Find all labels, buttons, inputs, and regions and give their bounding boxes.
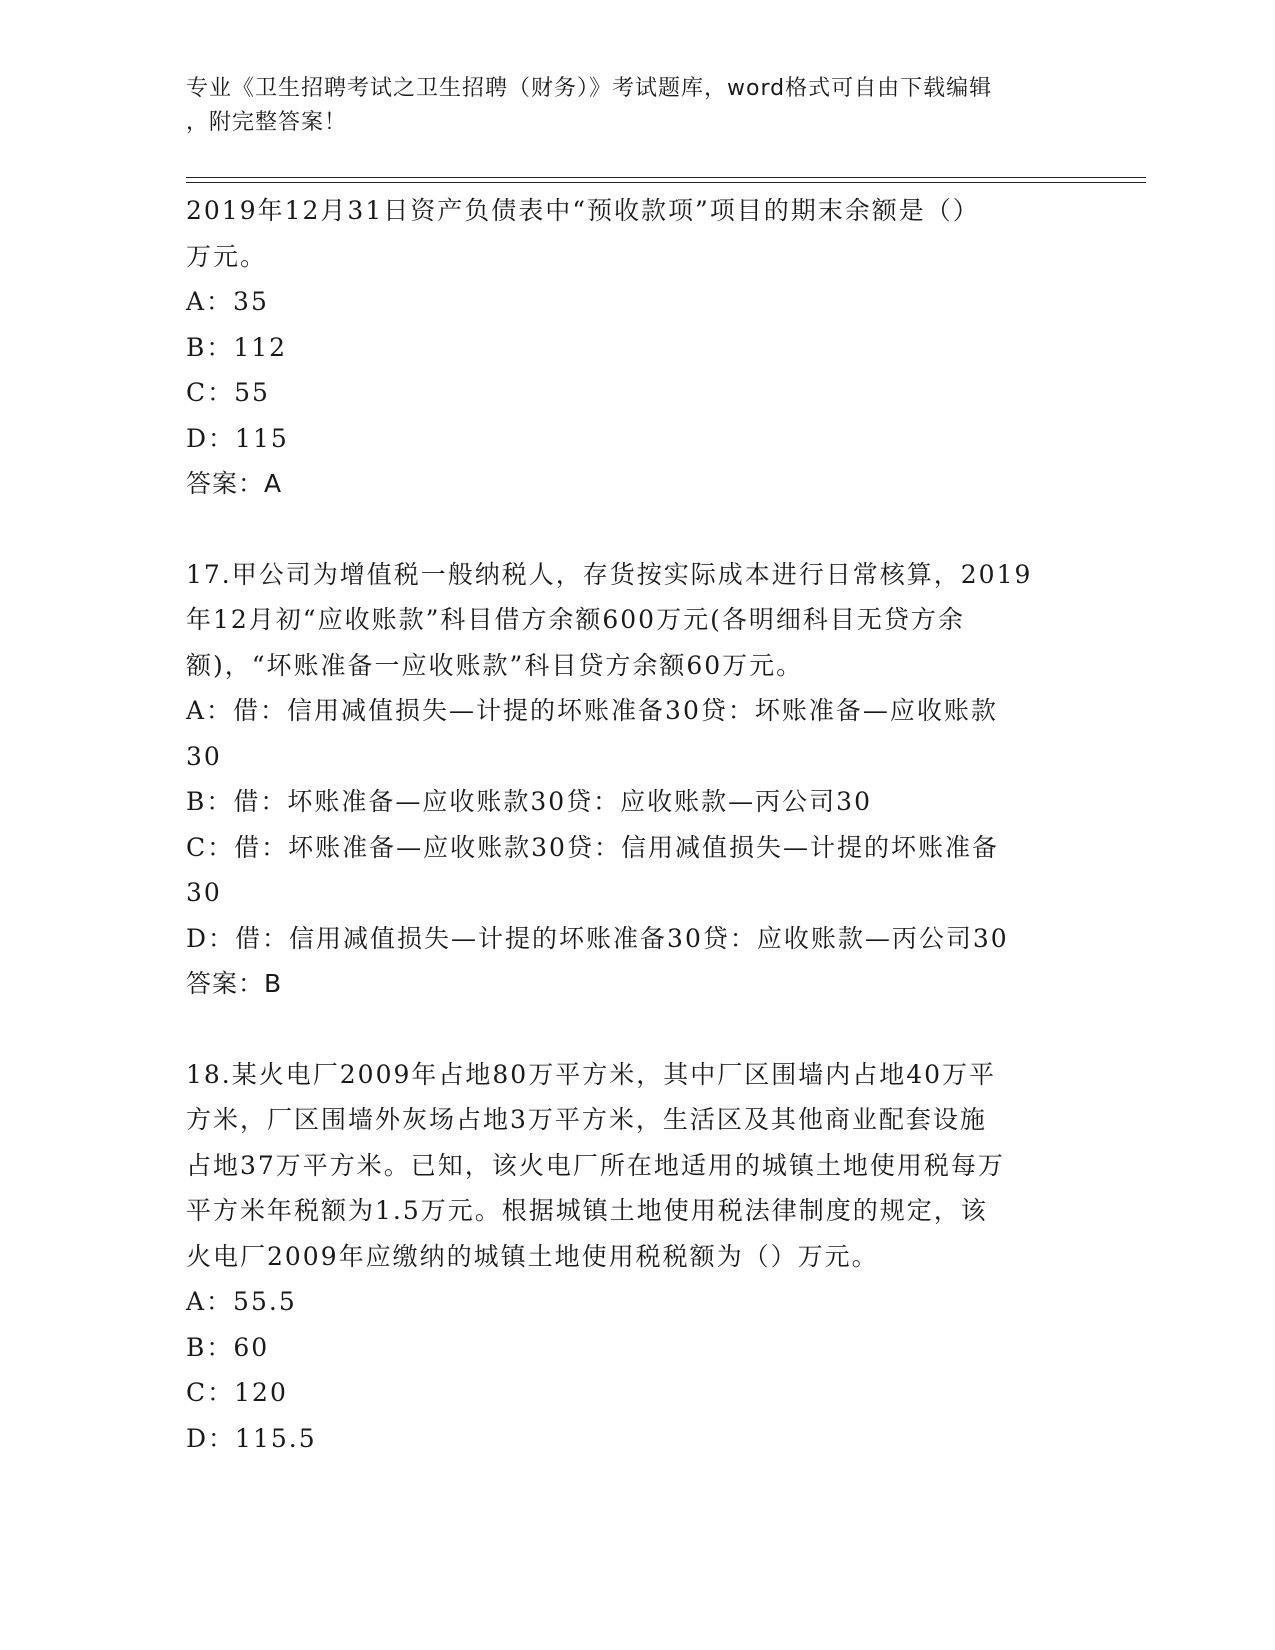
- option-a: A：35: [186, 287, 269, 316]
- question-list: [186, 188, 1066, 1461]
- question-18: [186, 1052, 1066, 1462]
- header-line-1: 专业《卫生招聘考试之卫生招聘（财务）》考试题库，word格式可自由下载编辑: [186, 76, 993, 101]
- header-rule-bottom: [186, 182, 1146, 183]
- question-stem: 额)，“坏账准备一应收账款”科目贷方余额60万元。: [186, 650, 804, 680]
- question-stem: 2019年12月31日资产负债表中“预收款项”项目的期末余额是（）: [186, 196, 980, 225]
- option-a: A：借：信用减值损失—计提的坏账准备30贷：坏账准备—应收账款: [186, 696, 998, 725]
- option-d: D：借：信用减值损失—计提的坏账准备30贷：应收账款—丙公司30: [186, 923, 1009, 953]
- option-a: 30: [186, 741, 222, 771]
- answer: 答案：B: [186, 969, 283, 998]
- question-17: [186, 552, 1066, 1007]
- option-d: D：115: [186, 423, 289, 453]
- option-c: C：120: [186, 1378, 288, 1407]
- question-stem: 平方米年税额为1.5万元。根据城镇土地使用税法律制度的规定，该: [186, 1196, 988, 1225]
- question-stem: 万元。: [186, 241, 268, 271]
- question-stem: 火电厂2009年应缴纳的城镇土地使用税税额为（）万元。: [186, 1241, 879, 1271]
- option-b: B：借：坏账准备—应收账款30贷：应收账款—丙公司30: [186, 787, 872, 816]
- spacer: [186, 1007, 1066, 1052]
- option-b: B：60: [186, 1332, 270, 1362]
- header-rule-top: [186, 177, 1146, 178]
- option-a: A：55.5: [186, 1287, 297, 1316]
- answer: 答案：A: [186, 469, 283, 498]
- option-c: 30: [186, 878, 222, 907]
- question-16: [186, 188, 1066, 507]
- question-stem: 18.某火电厂2009年占地80万平方米，其中厂区围墙内占地40万平: [186, 1059, 997, 1089]
- question-stem: 17.甲公司为增值税一般纳税人，存货按实际成本进行日常核算，2019: [186, 559, 1033, 589]
- header-line-2: ，附完整答案！: [186, 110, 348, 135]
- option-d: D：115.5: [186, 1423, 317, 1453]
- option-b: B：112: [186, 332, 288, 362]
- question-stem: 年12月初“应收账款”科目借方余额600万元(各明细科目无贷方余: [186, 605, 965, 634]
- question-stem: 占地37万平方米。已知，该火电厂所在地适用的城镇土地使用税每万: [186, 1150, 1005, 1180]
- option-c: C：借：坏账准备—应收账款30贷：信用减值损失—计提的坏账准备: [186, 832, 999, 862]
- document-header: [186, 72, 1066, 140]
- option-c: C：55: [186, 378, 270, 407]
- question-stem: 方米，厂区围墙外灰场占地3万平方米，生活区及其他商业配套设施: [186, 1105, 987, 1134]
- spacer: [186, 507, 1066, 552]
